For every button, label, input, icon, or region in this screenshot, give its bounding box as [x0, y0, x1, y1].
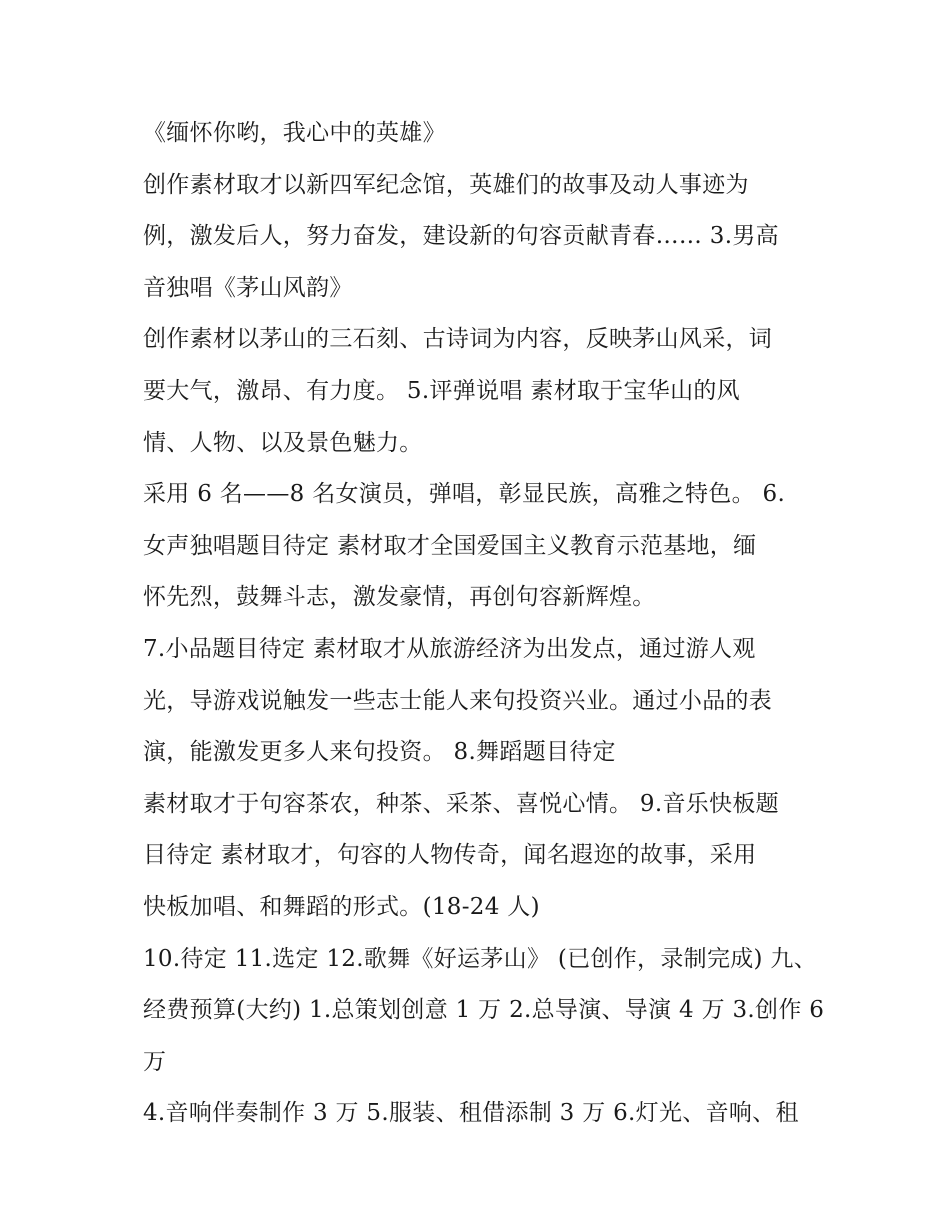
text-line: 快板加唱、和舞蹈的形式。(18-24 人): [143, 893, 540, 920]
text-line: 素材取才于句容茶农，种茶、采茶、喜悦心情。 9.音乐快板题: [143, 790, 779, 817]
text-line: 采用 6 名——8 名女演员，弹唱，彰显民族，高雅之特色。 6.: [143, 481, 786, 508]
text-line: 万: [143, 1048, 167, 1075]
text-line: 演，能激发更多人来句投资。 8.舞蹈题目待定: [143, 739, 616, 766]
text-line: 女声独唱题目待定 素材取才全国爱国主义教育示范基地，缅: [143, 532, 757, 559]
text-line: 目待定 素材取才，句容的人物传奇，闻名遐迩的故事，采用: [143, 842, 757, 869]
text-line: 要大气，激昂、有力度。 5.评弹说唱 素材取于宝华山的风: [143, 377, 740, 404]
text-line: 音独唱《茅山风韵》: [143, 274, 353, 301]
text-line: 光，导游戏说触发一些志士能人来句投资兴业。通过小品的表: [143, 687, 773, 714]
text-line: 4.音响伴奏制作 3 万 5.服装、租借添制 3 万 6.灯光、音响、租: [143, 1100, 799, 1127]
text-line: 例，激发后人，努力奋发，建设新的句容贡献青春…… 3.男高: [143, 223, 779, 250]
text-line: 创作素材取才以新四军纪念馆，英雄们的故事及动人事迹为: [143, 171, 749, 198]
text-line: 7.小品题目待定 素材取才从旅游经济为出发点，通过游人观: [143, 635, 756, 662]
document-body: [143, 108, 823, 1140]
text-line: 10.待定 11.选定 12.歌舞《好运茅山》 (已创作，录制完成) 九、: [143, 945, 818, 972]
text-line: 经费预算(大约) 1.总策划创意 1 万 2.总导演、导演 4 万 3.创作 6: [143, 997, 825, 1024]
text-line: 创作素材以茅山的三石刻、古诗词为内容，反映茅山风采，词: [143, 326, 773, 353]
text-line: 怀先烈，鼓舞斗志，激发豪情，再创句容新辉煌。: [143, 584, 656, 611]
text-line: 情、人物、以及景色魅力。: [143, 429, 423, 456]
text-line: 《缅怀你哟，我心中的英雄》: [143, 120, 446, 146]
